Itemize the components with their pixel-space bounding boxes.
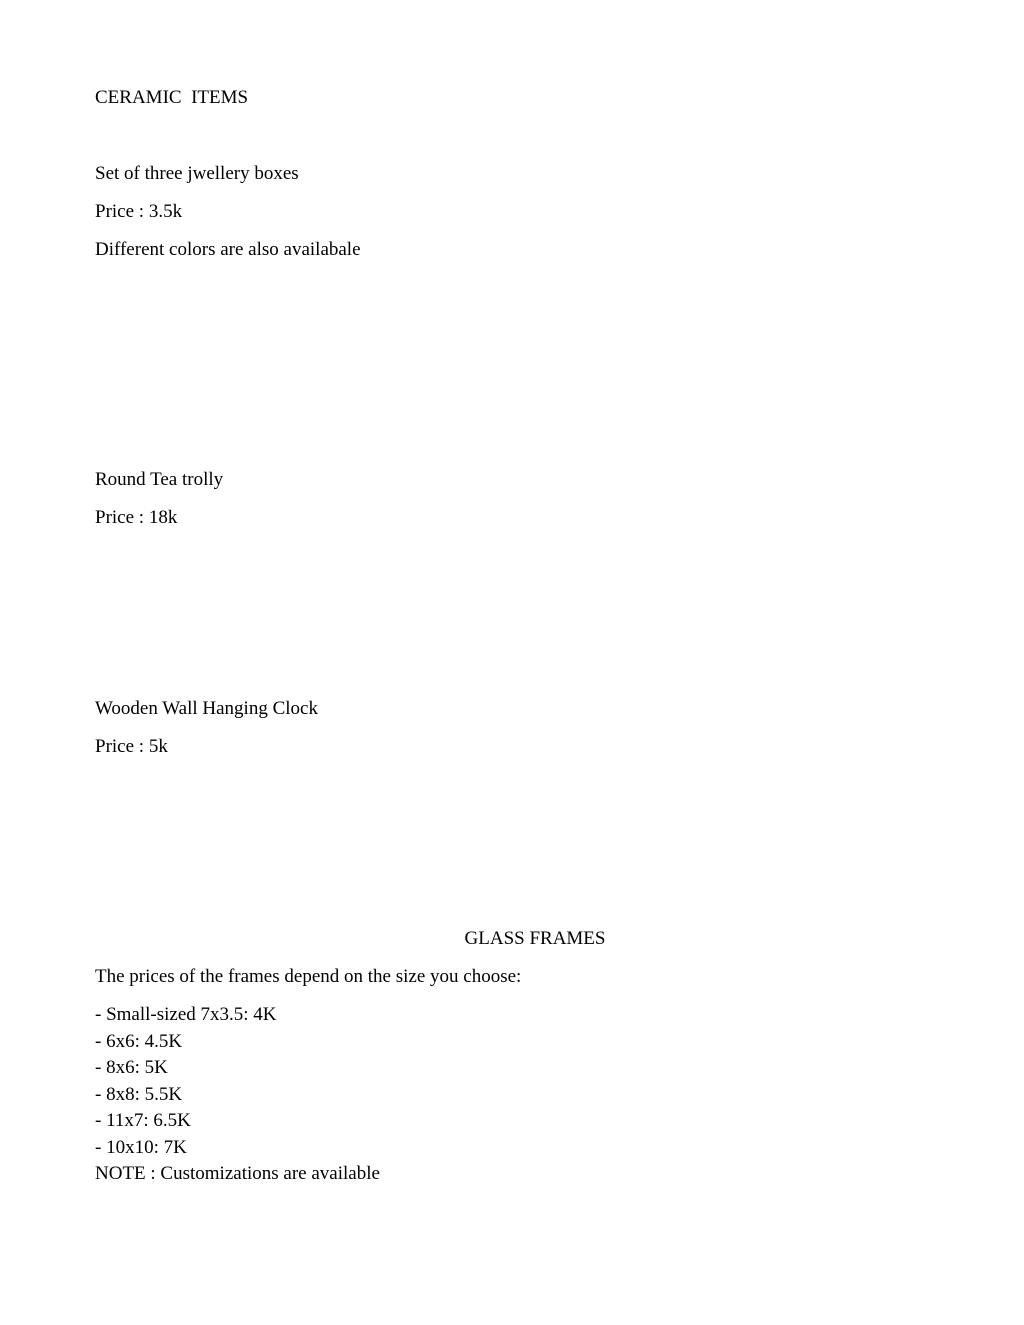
item-name-wall-clock: Wooden Wall Hanging Clock [95,698,318,719]
item-note-jewellery-boxes: Different colors are also availabale [95,239,361,260]
size-list-item: - 6x6: 4.5K [95,1031,183,1052]
glass-heading: GLASS FRAMES [464,928,606,949]
item-price-wall-clock: Price : 5k [95,736,168,757]
size-list-item: - Small-sized 7x3.5: 4K [95,1004,277,1025]
size-list-item: - 8x6: 5K [95,1057,168,1078]
item-price-tea-trolly: Price : 18k [95,507,178,528]
glass-intro: The prices of the frames depend on the size you choose: [95,966,522,987]
glass-note: NOTE : Customizations are available [95,1163,380,1184]
item-name-tea-trolly: Round Tea trolly [95,469,224,490]
item-price-jewellery-boxes: Price : 3.5k [95,201,183,222]
ceramic-heading: CERAMIC ITEMS [95,87,249,108]
size-list-item: - 8x8: 5.5K [95,1084,183,1105]
size-list-item: - 10x10: 7K [95,1137,187,1158]
item-name-jewellery-boxes: Set of three jwellery boxes [95,163,299,184]
size-list-item: - 11x7: 6.5K [95,1110,191,1131]
